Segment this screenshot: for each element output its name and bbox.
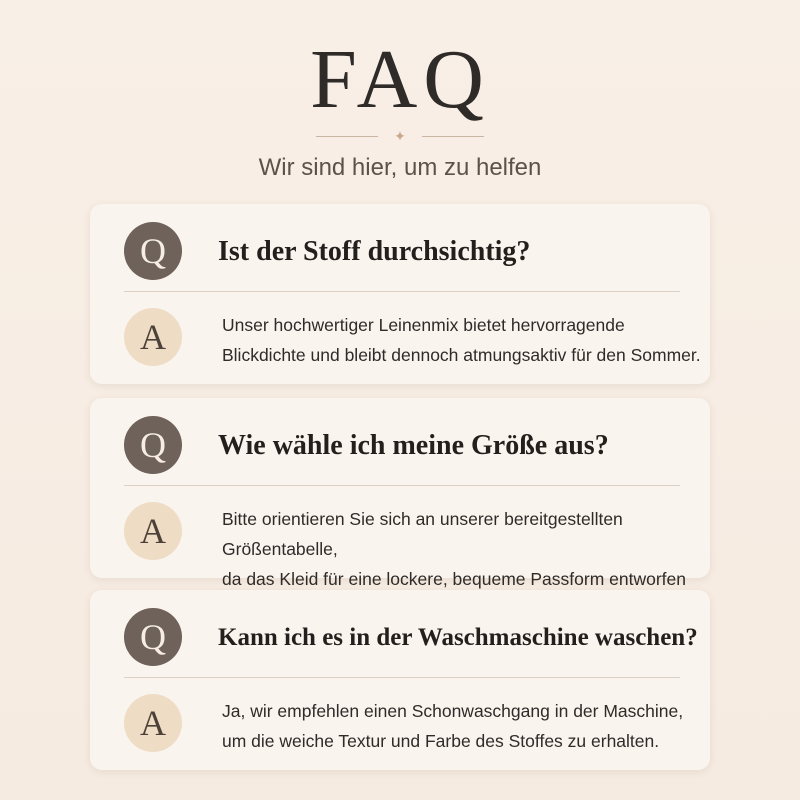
faq-question: Kann ich es in der Waschmaschine waschen? bbox=[218, 624, 698, 651]
divider bbox=[124, 677, 680, 678]
faq-answer-line: Blickdichte und bleibt dennoch atmungsaktiv für den Sommer. bbox=[222, 345, 701, 365]
page-title: FAQ bbox=[310, 33, 490, 126]
faq-answer-line: da das Kleid für eine lockere, bequeme Passform entworfen bbox=[222, 569, 687, 589]
page-subtitle: Wir sind hier, um zu helfen bbox=[258, 154, 542, 181]
faq-question: Wie wähle ich meine Größe aus? bbox=[218, 430, 609, 461]
ornament-line-left bbox=[316, 136, 378, 137]
title-ornament bbox=[0, 128, 800, 144]
divider bbox=[124, 291, 680, 292]
answer-badge: A bbox=[124, 502, 182, 560]
faq-answer bbox=[222, 310, 702, 370]
answer-badge: A bbox=[124, 308, 182, 366]
question-badge: Q bbox=[124, 608, 182, 666]
sparkle-icon: ✦ bbox=[394, 128, 406, 144]
faq-answer bbox=[222, 696, 702, 756]
faq-card-1 bbox=[90, 204, 710, 384]
divider bbox=[124, 485, 680, 486]
question-badge: Q bbox=[124, 222, 182, 280]
faq-answer-line: Bitte orientieren Sie sich an unserer bereitgestellten Größentabelle, bbox=[222, 509, 623, 559]
ornament-line-right bbox=[422, 136, 484, 137]
faq-card-3 bbox=[90, 590, 710, 770]
faq-card-2 bbox=[90, 398, 710, 589]
faq-answer-line: Unser hochwertiger Leinenmix bietet hervorragende bbox=[222, 315, 625, 335]
faq-answer-line: Ja, wir empfehlen einen Schonwaschgang in der Maschine, bbox=[222, 701, 684, 721]
faq-answer-line: um die weiche Textur und Farbe des Stoffes zu erhalten. bbox=[222, 731, 660, 751]
question-badge: Q bbox=[124, 416, 182, 474]
answer-badge: A bbox=[124, 694, 182, 752]
faq-question: Ist der Stoff durchsichtig? bbox=[218, 236, 531, 267]
